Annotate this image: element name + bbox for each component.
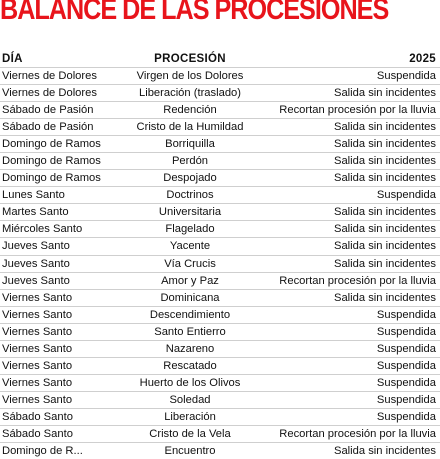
row-day: Viernes Santo	[2, 376, 73, 389]
row-procession: Vía Crucis	[164, 257, 216, 270]
row-status: Salida sin incidentes	[334, 240, 436, 253]
row-procession: Yacente	[169, 240, 211, 253]
row-status: Suspendida	[376, 342, 436, 355]
table-row	[0, 67, 440, 84]
row-procession: Rescatado	[163, 359, 217, 372]
row-status: Suspendida	[376, 359, 436, 372]
table-row	[0, 203, 440, 220]
row-day: Viernes Santo	[2, 308, 73, 321]
row-status: Suspendida	[376, 410, 436, 423]
row-status: Suspendida	[376, 376, 436, 389]
table-row	[0, 306, 440, 323]
row-day: Viernes Santo	[2, 393, 73, 406]
table-row	[0, 323, 440, 340]
table-row	[0, 391, 440, 408]
row-day: Viernes Santo	[2, 342, 73, 355]
row-day: Domingo de Ramos	[2, 138, 101, 151]
row-day: Miércoles Santo	[2, 223, 83, 236]
row-day: Viernes de Dolores	[2, 70, 97, 82]
table-row	[0, 152, 440, 169]
table-row	[0, 101, 440, 118]
table-row	[0, 237, 440, 254]
row-procession: Flagelado	[165, 223, 215, 236]
row-status: Suspendida	[376, 70, 436, 82]
row-status: Salida sin incidentes	[334, 291, 436, 304]
table-row	[0, 357, 440, 374]
row-day: Jueves Santo	[2, 240, 70, 253]
row-day: Domingo de Ramos	[2, 155, 101, 168]
table-row	[0, 408, 440, 425]
row-day: Jueves Santo	[2, 257, 70, 270]
row-procession: Amor y Paz	[161, 274, 219, 287]
row-procession: Huerto de los Olivos	[139, 376, 241, 389]
row-procession: Liberación	[164, 410, 216, 423]
row-day: Sábado de Pasión	[2, 121, 94, 134]
processions-table	[0, 67, 440, 459]
table-row	[0, 442, 440, 459]
table-row	[0, 340, 440, 357]
page-title: BALANCE DE LAS PROCESIONES	[0, 0, 389, 26]
row-day: Domingo de Ramos	[2, 172, 101, 185]
table-row	[0, 186, 440, 203]
table-row	[0, 272, 440, 289]
table-row	[0, 220, 440, 237]
table-row	[0, 289, 440, 306]
table-row	[0, 425, 440, 442]
row-day: Sábado de Pasión	[2, 104, 94, 117]
row-status: Recortan procesión por la lluvia	[279, 104, 436, 117]
row-status: Salida sin incidentes	[334, 206, 436, 219]
row-procession: Redención	[163, 104, 217, 117]
row-status: Recortan procesión por la lluvia	[279, 427, 436, 440]
table-row	[0, 169, 440, 186]
row-procession: Perdón	[171, 155, 209, 168]
row-procession: Soledad	[169, 393, 211, 406]
row-procession: Despojado	[163, 172, 217, 185]
row-procession: Cristo de la Humildad	[136, 121, 244, 134]
row-day: Jueves Santo	[2, 274, 70, 287]
row-day: Viernes Santo	[2, 359, 73, 372]
table-row	[0, 84, 440, 101]
table-row	[0, 255, 440, 272]
row-status: Salida sin incidentes	[334, 87, 436, 100]
table-row	[0, 135, 440, 152]
column-header-procession: PROCESIÓN	[154, 53, 226, 65]
row-procession: Virgen de los Dolores	[136, 70, 244, 82]
row-procession: Santo Entierro	[154, 325, 226, 338]
row-status: Salida sin incidentes	[334, 445, 436, 458]
table-header	[0, 50, 440, 68]
table-row	[0, 374, 440, 391]
row-status: Salida sin incidentes	[334, 223, 436, 236]
row-procession: Liberación (traslado)	[139, 87, 241, 100]
row-day: Viernes Santo	[2, 325, 73, 338]
row-day: Viernes Santo	[2, 291, 73, 304]
row-status: Salida sin incidentes	[334, 257, 436, 270]
column-header-year: 2025	[409, 53, 436, 65]
row-procession: Dominicana	[160, 291, 220, 304]
row-procession: Doctrinos	[166, 189, 214, 202]
row-procession: Universitaria	[158, 206, 222, 219]
row-procession: Cristo de la Vela	[149, 427, 231, 440]
row-status: Salida sin incidentes	[334, 155, 436, 168]
row-procession: Descendimiento	[149, 308, 231, 321]
row-procession: Encuentro	[164, 445, 216, 458]
row-day: Sábado Santo	[2, 427, 73, 440]
row-day: Viernes de Dolores	[2, 87, 97, 100]
row-status: Salida sin incidentes	[334, 138, 436, 151]
row-status: Suspendida	[376, 189, 436, 202]
row-status: Recortan procesión por la lluvia	[279, 274, 436, 287]
row-day: Lunes Santo	[2, 189, 65, 202]
column-header-day: DÍA	[2, 53, 23, 65]
row-status: Salida sin incidentes	[334, 172, 436, 185]
row-procession: Borriquilla	[165, 138, 215, 151]
row-procession: Nazareno	[165, 342, 215, 355]
row-day: Sábado Santo	[2, 410, 73, 423]
table-row	[0, 118, 440, 135]
row-status: Suspendida	[376, 308, 436, 321]
row-status: Suspendida	[376, 325, 436, 338]
row-day: Domingo de R...	[2, 445, 83, 458]
row-status: Suspendida	[376, 393, 436, 406]
row-day: Martes Santo	[2, 206, 69, 219]
row-status: Salida sin incidentes	[334, 121, 436, 134]
